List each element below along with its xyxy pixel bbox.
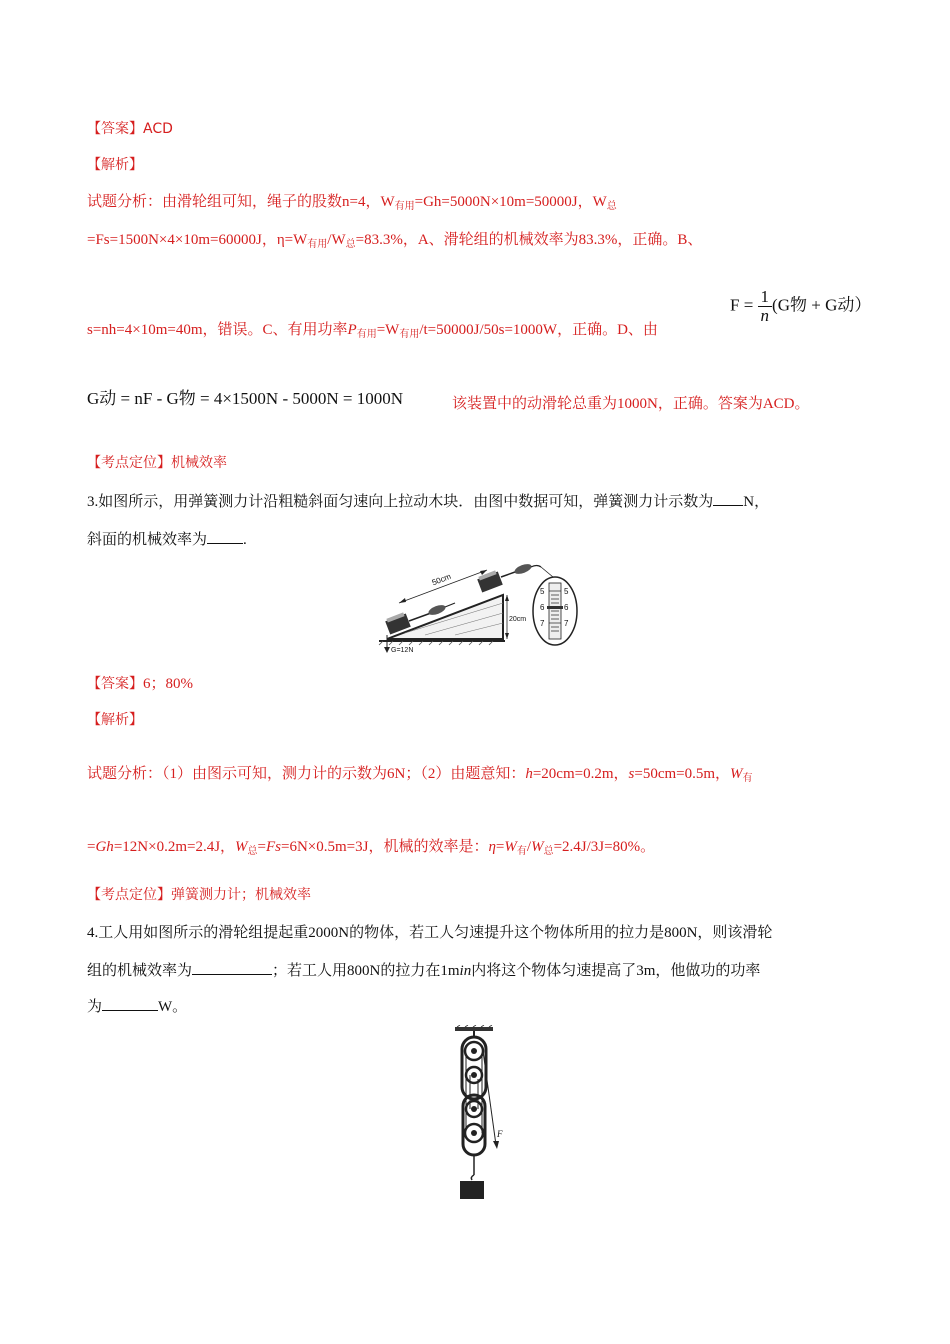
question-3-stem-line-2: 斜面的机械效率为 . (87, 529, 247, 550)
formula-pulley-force: F = $\frac{1}{n}$ (G物 + G动） (730, 287, 872, 325)
pulley-system-figure (440, 1025, 510, 1205)
analysis-heading-q3: 【解析】 (87, 712, 143, 728)
formula-moving-pulley-weight: G动 = nF - G物 = 4×1500N - 5000N = 1000N (87, 389, 404, 408)
analysis-heading: 【解析】 (87, 157, 143, 173)
key-point-heading-q3: 【考点定位】弹簧测力计；机械效率 (87, 887, 311, 903)
analysis-q3-line-1: 试题分析：（1）由图示可知，测力计的示数为6N；（2）由题意知：h=20cm=0.2m，s=50cm=0.5m，$W_有$ (87, 766, 753, 784)
scale-mark-5: 5 (540, 587, 545, 596)
scale-mark-6: 6 (540, 603, 545, 612)
weight-label: G=12N (391, 647, 414, 654)
question-4-stem-line-3: 为 W。 (87, 996, 187, 1017)
length-label: 50cm (430, 571, 453, 588)
svg-text:7: 7 (564, 619, 569, 628)
question-3-stem-line-1: 3.如图所示，用弹簧测力计沿粗糙斜面匀速向上拉动木块．由图中数据可知，弹簧测力计示数为 N， (87, 491, 769, 512)
answer-value: ACD (143, 121, 173, 137)
key-point-value: 机械效率 (171, 455, 227, 471)
analysis-line-3: s=nh=4×10m=40m，错误。C、有用功率$P_{有用}=W_{有用}/t=50000J/50s=1000W$，正确。D、由 (87, 322, 658, 340)
answer-blank-power (102, 996, 158, 1011)
key-point-heading: 【考点定位】机械效率 (87, 455, 227, 471)
answer-value-q3: 6；80% (143, 676, 193, 692)
incline-spring-scale-figure (375, 563, 585, 659)
key-point-value-q3: 弹簧测力计；机械效率 (171, 887, 311, 903)
scale-mark-7: 7 (540, 619, 545, 628)
question-4-stem-line-1: 4.工人用如图所示的滑轮组提起重2000N的物体，若工人匀速提升这个物体所用的拉力是800N，则该滑轮 (87, 925, 773, 941)
answer-blank-efficiency (207, 529, 243, 544)
answer-heading-q3: 【答案】6；80% (87, 676, 193, 692)
analysis-q3-line-2: =Gh=12N×0.2m=2.4J，$W_总=Fs=6N\times 0.5m=3J$，机械的效率是：$\eta=W_有/W_总=2.4J/3J=80\%$。 (87, 839, 656, 857)
analysis-line-1: 试题分析：由滑轮组可知，绳子的股数n=4，$W_{有用}=Gh=5000N\times 10m=50000J$，$W_总$ (87, 194, 617, 212)
question-4-stem-line-2: 组的机械效率为 ；若工人用800N的拉力在1min内将这个物体匀速提高了3m，他做功的功率 (87, 960, 760, 981)
analysis-conclusion: 该装置中的动滑轮总重为1000N，正确。答案为ACD。 (452, 396, 810, 412)
analysis-line-2: =Fs=1500N×4×10m=60000J，$\eta=W_{有用}/W_总=83.3\%$，A、滑轮组的机械效率为83.3%，正确。B、 (87, 232, 703, 250)
height-label: 20cm (509, 616, 527, 623)
answer-heading: 【答案】ACD (87, 121, 173, 137)
force-label: F (497, 1129, 503, 1139)
answer-blank-efficiency-q4 (192, 960, 272, 975)
answer-blank-force (713, 491, 743, 506)
svg-text:5: 5 (564, 587, 569, 596)
svg-text:6: 6 (564, 603, 569, 612)
